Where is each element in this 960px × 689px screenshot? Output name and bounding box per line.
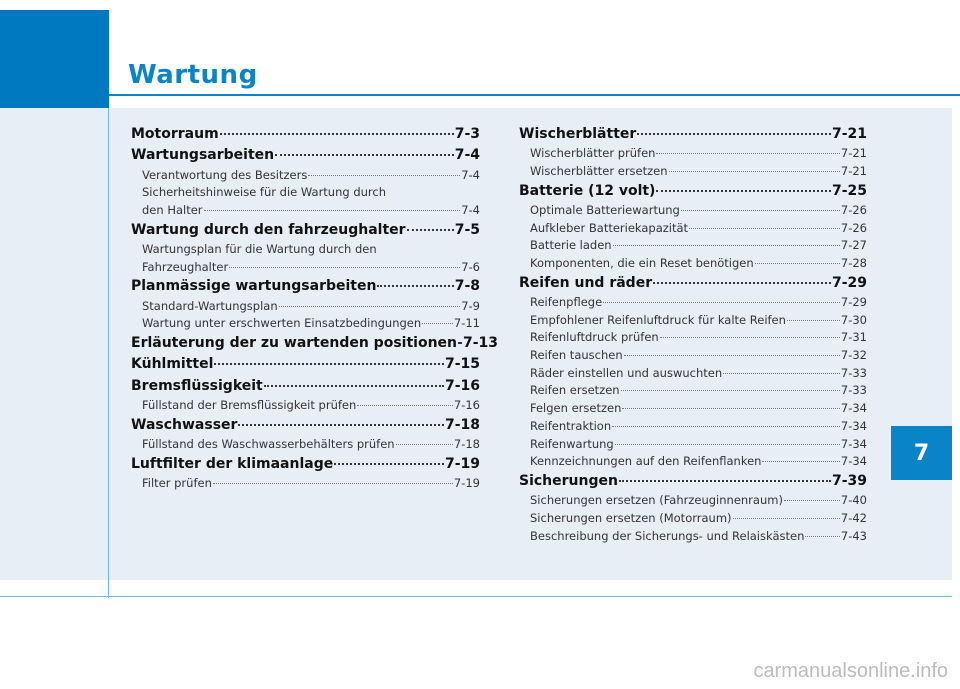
toc-entry-label: Wischerblätter (519, 126, 637, 142)
toc-page-number: 7-34 (840, 436, 867, 451)
toc-entry-label: Batterie laden (530, 238, 612, 253)
toc-entry-reifentraktion[interactable] (519, 418, 867, 436)
dot-leader (308, 175, 460, 176)
toc-entry-planmässige-wartungsarbeiten[interactable] (131, 276, 480, 297)
dot-leader (357, 405, 453, 406)
toc-entry-empfohlener-reifenluftdruck-für-kalte-reifen[interactable] (519, 312, 867, 330)
dot-leader (656, 190, 830, 192)
toc-entry-bremsflüssigkeit[interactable] (131, 376, 480, 397)
toc-left-column (131, 124, 499, 493)
toc-entry-füllstand-des-waschwasserbehälters-prüfen[interactable] (131, 436, 480, 454)
toc-entry-wartung-durch-den-fahrzeughalter[interactable] (131, 220, 480, 241)
toc-page-number: 7-29 (840, 295, 867, 310)
dot-leader (669, 171, 840, 172)
toc-entry-label: Kühlmittel (131, 356, 214, 373)
toc-entry-label: Reifenwartung (530, 436, 614, 451)
dot-leader (214, 363, 444, 365)
toc-entry-label: Füllstand des Waschwasserbehälters prüfen (142, 436, 395, 451)
toc-entry-label: Verantwortung des Besitzers (142, 167, 308, 182)
dot-leader (681, 210, 840, 211)
chapter-tab[interactable]: 7 (891, 426, 952, 480)
toc-right-column (519, 124, 867, 545)
toc-entry-motorraum[interactable] (131, 124, 480, 145)
toc-page-number: 7-27 (840, 238, 867, 253)
toc-entry-standard-wartungsplan[interactable] (131, 298, 480, 316)
toc-page-number: 7-18 (453, 436, 480, 451)
dot-leader (377, 285, 453, 287)
toc-entry-label: Bremsflüssigkeit (131, 377, 263, 394)
toc-entry-sicherungen-ersetzen-motorraum[interactable] (519, 510, 867, 528)
dot-leader (689, 228, 840, 229)
toc-entry-label: Reifen ersetzen (530, 383, 620, 398)
dot-leader (621, 390, 840, 391)
toc-entry-reifenwartung[interactable] (519, 436, 867, 454)
dot-leader (637, 133, 831, 135)
dot-leader (279, 306, 461, 307)
toc-entry-label: Kennzeichnungen auf den Reifenflanken (530, 454, 762, 469)
toc-entry-label: Reifen tauschen (530, 348, 623, 363)
toc-entry-sicherungen-ersetzen-fahrzeuginnenraum[interactable] (519, 492, 867, 510)
toc-entry-füllstand-der-bremsflüssigkeit-prüfen[interactable] (131, 397, 480, 415)
toc-entry-label: Aufkleber Batteriekapazität (530, 220, 689, 235)
toc-entry-label: Reifenpflege (530, 295, 603, 310)
toc-page-number: 7-26 (840, 220, 867, 235)
toc-entry-reifen-tauschen[interactable] (519, 347, 867, 365)
toc-page-number: 7-43 (840, 528, 867, 543)
toc-page-number: 7-42 (840, 510, 867, 525)
dot-leader (762, 461, 839, 462)
toc-entry-label: Erläuterung der zu wartenden positionen (131, 335, 457, 351)
toc-page-number: 7-8 (454, 278, 480, 295)
dot-leader (396, 444, 453, 445)
toc-entry-erläuterung-der-zu-wartenden-positionen[interactable] (131, 333, 499, 354)
toc-entry-label: Füllstand der Bremsflüssigkeit prüfen (142, 397, 357, 412)
toc-page-number: 7-33 (840, 365, 867, 380)
dot-leader (624, 355, 840, 356)
toc-page-number: 7-19 (444, 455, 480, 472)
toc-entry-label: Beschreibung der Sicherungs- und Relaiskästen (530, 528, 805, 543)
dot-leader (805, 536, 840, 537)
toc-entry-label: Felgen ersetzen (530, 401, 622, 416)
watermark: carmanualsonline.info (753, 660, 948, 682)
dot-leader (660, 337, 840, 338)
dot-leader (407, 229, 454, 231)
toc-entry-label: Sicherungen ersetzen (Motorraum) (530, 510, 732, 525)
toc-entry-luftfilter-der-klimaanlage[interactable] (131, 454, 480, 475)
dot-leader (653, 282, 831, 284)
dot-leader (229, 267, 460, 268)
dot-leader (458, 342, 462, 344)
toc-entry-fahrzeughalter[interactable] (131, 259, 480, 277)
dot-leader (615, 444, 840, 445)
toc-entry-label: Wischerblätter ersetzen (530, 163, 668, 178)
toc-entry-label: Sicherungen ersetzen (Fahrzeuginnenraum) (530, 493, 783, 508)
toc-entry-felgen-ersetzen[interactable] (519, 400, 867, 418)
toc-page-number: 7-16 (444, 377, 480, 394)
toc-entry-label: Empfohlener Reifenluftdruck für kalte Reifen (530, 312, 786, 327)
dot-leader (612, 426, 840, 427)
toc-entry-label: Komponenten, die ein Reset benötigen (530, 256, 754, 271)
toc-entry-batterie-12-volt[interactable] (519, 181, 867, 202)
toc-page-number: 7-28 (840, 256, 867, 271)
toc-entry-beschreibung-der-sicherungs-und-relaiskästen[interactable] (519, 528, 867, 546)
toc-page-number: 7-4 (454, 147, 480, 164)
toc-entry-wischerblätter-ersetzen[interactable] (519, 163, 867, 181)
dot-leader (204, 210, 461, 211)
dot-leader (603, 302, 840, 303)
toc-page-number: 7-11 (453, 316, 480, 331)
toc-entry-label: Wischerblätter prüfen (530, 146, 656, 161)
toc-page-number: 7-21 (840, 163, 867, 178)
toc-page-number: 7-3 (454, 126, 480, 142)
dot-leader (622, 408, 840, 409)
toc-entry-waschwasser[interactable] (131, 415, 480, 436)
toc-entry-label: Batterie (12 volt) (519, 182, 656, 199)
toc-entry-label: Wartung unter erschwerten Einsatzbedingungen (142, 316, 422, 331)
toc-page-number: 7-31 (840, 330, 867, 345)
toc-entry-wischerblätter-prüfen[interactable] (519, 145, 867, 163)
side-divider (108, 108, 109, 598)
bottom-divider (0, 596, 952, 597)
toc-entry-label: Räder einstellen und auswuchten (530, 365, 723, 380)
toc-page-number: 7-16 (453, 397, 480, 412)
toc-entry-den-halter[interactable] (131, 202, 480, 220)
toc-page-number: 7-5 (454, 221, 480, 238)
toc-entry-komponenten-die-ein-reset-benötigen[interactable] (519, 255, 867, 273)
toc-entry-label: Planmässige wartungsarbeiten (131, 278, 377, 295)
toc-page-number: 7-21 (831, 126, 867, 142)
toc-entry-label: Luftfilter der klimaanlage (131, 455, 334, 472)
toc-page-number: 7-4 (461, 167, 480, 182)
toc-entry-reifenluftdruck-prüfen[interactable] (519, 329, 867, 347)
dot-leader (613, 245, 840, 246)
toc-entry-label: Fahrzeughalter (142, 259, 229, 274)
toc-page-number: 7-40 (840, 493, 867, 508)
toc-entry-reifen-ersetzen[interactable] (519, 382, 867, 400)
toc-page-number: 7-4 (461, 202, 480, 217)
toc-entry-optimale-batteriewartung[interactable] (519, 202, 867, 220)
toc-entry-wischerblätter[interactable] (519, 124, 867, 145)
toc-entry-label: Standard-Wartungsplan (142, 298, 278, 313)
dot-leader (334, 463, 444, 465)
toc-entry-label: Waschwasser (131, 416, 238, 433)
dot-leader (723, 373, 840, 374)
toc-page-number: 7-34 (840, 401, 867, 416)
header-color-block (0, 10, 109, 108)
toc-entry-wartungsarbeiten[interactable] (131, 145, 480, 166)
dot-leader (787, 320, 840, 321)
toc-page-number: 7-25 (831, 182, 867, 199)
toc-page-number: 7-19 (453, 475, 480, 490)
dot-leader (238, 424, 444, 426)
toc-page-number: 7-13 (463, 335, 499, 351)
toc-page-number: 7-26 (840, 202, 867, 217)
toc-entry-aufkleber-batteriekapazität[interactable] (519, 220, 867, 238)
toc-entry-label: Reifenluftdruck prüfen (530, 330, 659, 345)
dot-leader (220, 133, 454, 135)
dot-leader (264, 385, 444, 387)
dot-leader (733, 518, 840, 519)
toc-entry-label: Wartung durch den fahrzeughalter (131, 221, 406, 238)
toc-page-number: 7-15 (444, 356, 480, 373)
dot-leader (213, 483, 453, 484)
toc-page-number: 7-34 (840, 454, 867, 469)
toc-page-number: 7-9 (461, 298, 480, 313)
dot-leader (656, 153, 839, 154)
toc-entry-reifen-und-räder[interactable] (519, 273, 867, 294)
toc-entry-label-line: Sicherheitshinweise für die Wartung durch (142, 185, 387, 200)
toc-entry-label: Reifen und räder (519, 274, 653, 291)
toc-entry-label: Optimale Batteriewartung (530, 202, 680, 217)
toc-entry-label-line: Wartungsplan für die Wartung durch den (142, 241, 377, 256)
dot-leader (755, 263, 840, 264)
toc-entry-batterie-laden[interactable] (519, 237, 867, 255)
toc-entry-verantwortung-des-besitzers[interactable] (131, 167, 480, 185)
page-title: Wartung (128, 60, 258, 90)
toc-page-number: 7-34 (840, 418, 867, 433)
toc-entry-label: Filter prüfen (142, 475, 212, 490)
dot-leader (784, 500, 840, 501)
toc-entry-kennzeichnungen-auf-den-reifenflanken[interactable] (519, 453, 867, 471)
toc-entry-label: den Halter (142, 202, 203, 217)
toc-entry-label: Sicherungen (519, 472, 618, 489)
toc-entry-label: Motorraum (131, 126, 219, 142)
toc-entry-sicherungen[interactable] (519, 471, 867, 492)
toc-page-number: 7-18 (444, 416, 480, 433)
toc-page-number: 7-6 (461, 259, 480, 274)
toc-page-number: 7-39 (831, 472, 867, 489)
dot-leader (619, 480, 831, 482)
toc-page-number: 7-21 (840, 146, 867, 161)
dot-leader (422, 323, 453, 324)
title-divider (109, 94, 960, 96)
toc-page-number: 7-32 (840, 348, 867, 363)
toc-entry-räder-einstellen-und-auswuchten[interactable] (519, 365, 867, 383)
toc-page-number: 7-33 (840, 383, 867, 398)
toc-entry-label: Reifentraktion (530, 418, 612, 433)
toc-entry-kühlmittel[interactable] (131, 354, 480, 375)
toc-entry-wartung-unter-erschwerten-einsatzbedingungen[interactable] (131, 315, 480, 333)
toc-page-number: 7-30 (840, 312, 867, 327)
toc-entry-label: Wartungsarbeiten (131, 147, 275, 164)
toc-entry-filter-prüfen[interactable] (131, 475, 480, 493)
dot-leader (275, 154, 454, 156)
toc-entry-reifenpflege[interactable] (519, 294, 867, 312)
toc-page-number: 7-29 (831, 274, 867, 291)
